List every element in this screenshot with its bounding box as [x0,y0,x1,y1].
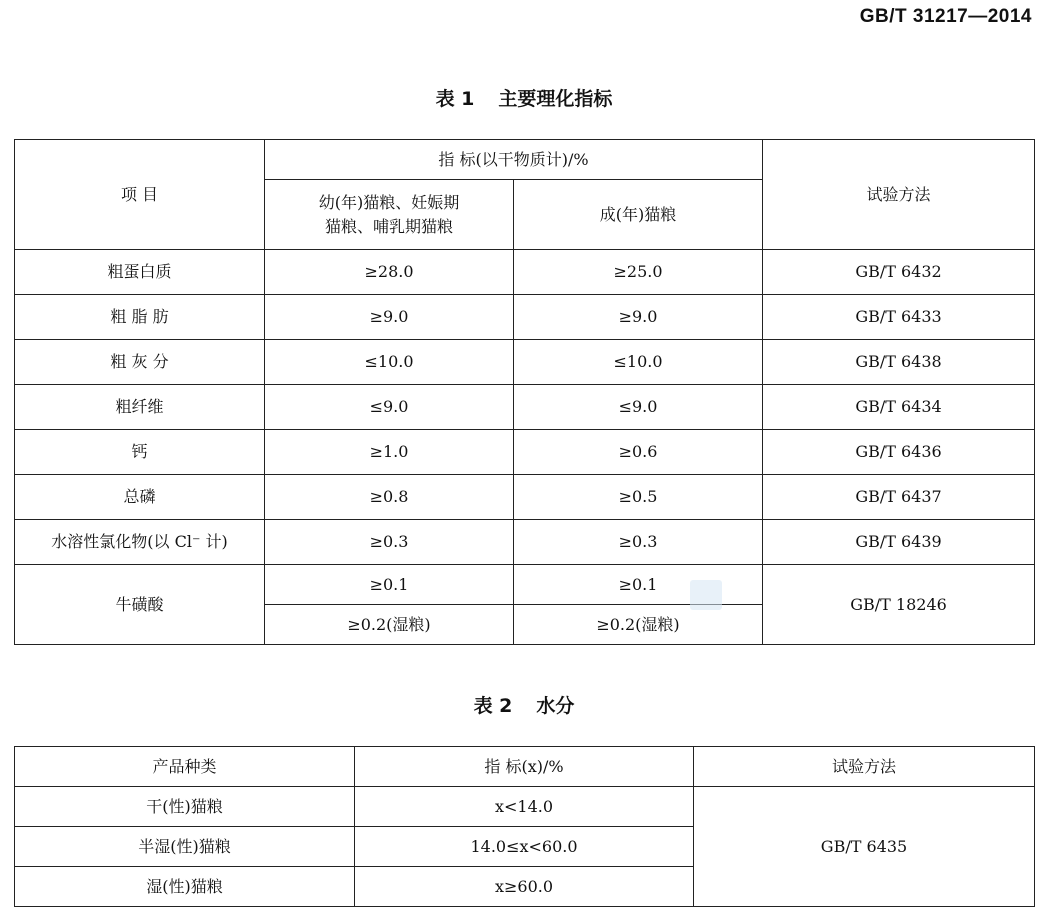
t1-young-cell: ≥0.8 [265,475,514,520]
t1-young-cell: ≥28.0 [265,250,514,295]
t1-adult-cell: ≥0.5 [514,475,763,520]
standard-number: GB/T 31217—2014 [859,6,1032,27]
table-row [15,520,1035,565]
t1-adult-cell: ≥0.6 [514,430,763,475]
t1-method-cell: GB/T 6437 [763,475,1035,520]
t1-header-young [265,180,514,250]
t1-item-cell: 粗蛋白质 [15,250,265,295]
table2-moisture [14,746,1035,907]
table2-caption-number: 表 2 [473,695,513,717]
t1-taurine-item: 牛磺酸 [15,565,265,645]
t1-taurine-adult-1: ≥0.1 [514,565,763,605]
watermark-logo [690,580,722,610]
table1-caption-title: 主要理化指标 [498,88,613,110]
table2-caption-title: 水分 [536,695,575,717]
t1-item-cell: 粗纤维 [15,385,265,430]
table2-caption [0,691,1048,718]
t2-header-indicator: 指 标(x)/% [355,747,694,787]
t1-method-cell: GB/T 6433 [763,295,1035,340]
t1-adult-cell: ≥9.0 [514,295,763,340]
table-row [15,340,1035,385]
t1-adult-cell: ≥0.3 [514,520,763,565]
table1-caption-number: 表 1 [435,88,475,110]
t1-young-cell: ≥0.3 [265,520,514,565]
t1-taurine-young-2: ≥0.2(湿粮) [265,605,514,645]
t1-taurine-method: GB/T 18246 [763,565,1035,645]
table1-main-indicators [14,139,1035,645]
t2-method-cell: GB/T 6435 [694,787,1035,907]
table-row [15,565,1035,605]
t1-header-adult: 成(年)猫粮 [514,180,763,250]
table-row [15,385,1035,430]
t1-header-young-line1: 幼(年)猫粮、妊娠期 [318,192,460,212]
t1-header-indicator-group: 指 标(以干物质计)/% [265,140,763,180]
t1-item-cell: 总磷 [15,475,265,520]
t1-taurine-adult-2: ≥0.2(湿粮) [514,605,763,645]
table1-caption [0,84,1048,111]
t2-header-category: 产品种类 [15,747,355,787]
t1-young-cell: ≤10.0 [265,340,514,385]
table-row [15,430,1035,475]
t1-item-cell: 水溶性氯化物(以 Cl⁻ 计) [15,520,265,565]
t2-indicator-cell: x≥60.0 [355,867,694,907]
t2-indicator-cell: x<14.0 [355,787,694,827]
t2-indicator-cell: 14.0≤x<60.0 [355,827,694,867]
t1-item-cell: 粗 脂 肪 [15,295,265,340]
t2-category-cell: 干(性)猫粮 [15,787,355,827]
t1-header-item: 项 目 [15,140,265,250]
t1-method-cell: GB/T 6438 [763,340,1035,385]
t1-method-cell: GB/T 6434 [763,385,1035,430]
t2-category-cell: 半湿(性)猫粮 [15,827,355,867]
t1-adult-cell: ≤9.0 [514,385,763,430]
t1-young-cell: ≥9.0 [265,295,514,340]
t1-method-cell: GB/T 6436 [763,430,1035,475]
t1-adult-cell: ≥25.0 [514,250,763,295]
table-row [15,475,1035,520]
t1-adult-cell: ≤10.0 [514,340,763,385]
t1-header-young-line2: 猫粮、哺乳期猫粮 [324,216,453,236]
t1-item-cell: 粗 灰 分 [15,340,265,385]
t1-method-cell: GB/T 6432 [763,250,1035,295]
t1-method-cell: GB/T 6439 [763,520,1035,565]
t1-young-cell: ≤9.0 [265,385,514,430]
t2-header-method: 试验方法 [694,747,1035,787]
t1-young-cell: ≥1.0 [265,430,514,475]
table-row [15,295,1035,340]
t1-item-cell: 钙 [15,430,265,475]
t1-taurine-young-1: ≥0.1 [265,565,514,605]
t2-category-cell: 湿(性)猫粮 [15,867,355,907]
table-row [15,250,1035,295]
table-row [15,787,1035,827]
t1-header-method: 试验方法 [763,140,1035,250]
